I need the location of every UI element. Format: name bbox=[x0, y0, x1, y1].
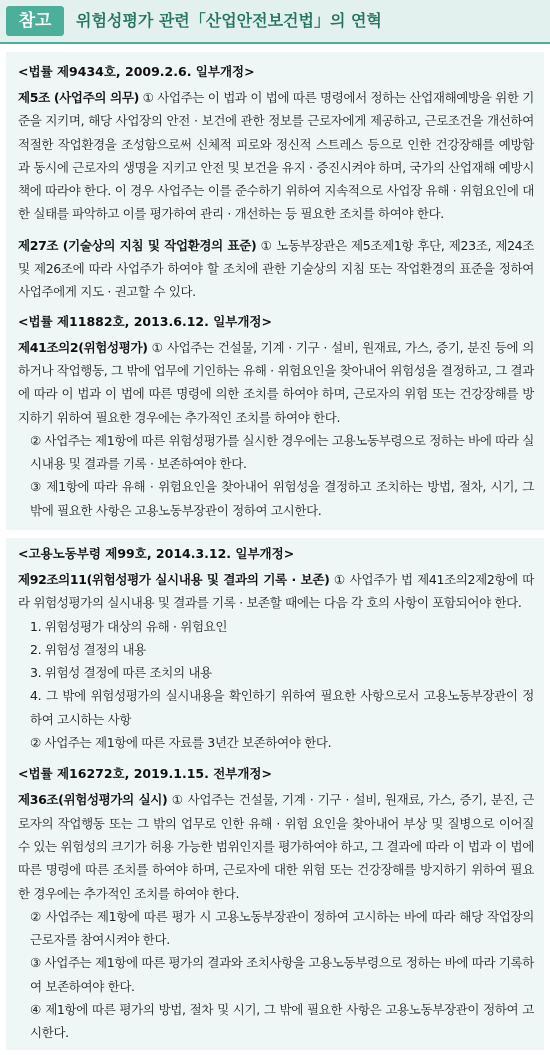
list-item: ④ 제1항에 따른 평가의 방법, 절차 및 시기, 그 밖에 필요한 사항은 고용노동부장관이 정하여 고시한다. bbox=[30, 1002, 534, 1041]
article-items bbox=[18, 429, 534, 522]
law-heading: <고용노동부령 제99호, 2014.3.12. 일부개정> bbox=[18, 546, 295, 561]
article-36 bbox=[18, 788, 534, 904]
article-body: ① 사업주가 법 제41조의2제2항에 따라 위험성평가의 실시내용 및 결과를 기록 · 보존할 때에는 다음 각 호의 사항이 포함되어야 한다. bbox=[18, 572, 534, 611]
article-body: ① 사업주는 이 법과 이 법에 따른 명령에서 정하는 산업재해예방을 위한 기준을 지키며, 해당 사업장의 안전 · 보건에 관한 정보를 근로자에게 제공하고, 근로조건을 개선하여 적절한 작업환경을 조성함으로써 신체적 피로와 정신적 스트레스 등으로 인한 건강장해를 예방함과 동시에 근로자의 생명을 지키고 안전 및 보건을 유지 · 증진시켜야 하며, 국가의 산업재해 예방시책에 따라야 한다. 이 경우 사업주는 이를 준수하기 위하여 지속적으로 사업장 유해 · 위험요인에 대한 실태를 파악하고 이를 평가하여 관리 · 개선하는 등 필요한 조치를 하여야 한다. bbox=[18, 90, 534, 222]
article-body: ① 노동부장관은 제5조제1항 후단, 제23조, 제24조 및 제26조에 따라 사업주가 하여야 할 조치에 관한 기술상의 지침 또는 작업환경의 표준을 정하여 사업주에게 지도 · 권고할 수 있다. bbox=[18, 237, 535, 300]
article-items bbox=[18, 615, 534, 755]
list-item: 3. 위험성 결정에 따른 조치의 내용 bbox=[30, 665, 212, 681]
law-heading: <법률 제11882호, 2013.6.12. 일부개정> bbox=[18, 313, 272, 329]
article-items bbox=[18, 905, 534, 1045]
reference-tag: 참고 bbox=[6, 6, 64, 36]
article-title: 제5조 (사업주의 의무) bbox=[18, 90, 139, 105]
article-41-2 bbox=[18, 336, 534, 429]
list-item: ③ 사업주는 제1항에 따른 평가의 결과와 조치사항을 고용노동부령으로 정하는 바에 따라 기록하여 보존하여야 한다. bbox=[30, 955, 534, 994]
article-5 bbox=[18, 86, 534, 226]
law-heading: <법률 제16272호, 2019.1.15. 전부개정> bbox=[18, 766, 272, 782]
article-body: ① 사업주는 건설물, 기계 · 기구 · 설비, 원재료, 가스, 증기, 분진 등에 의하거나 작업행동, 그 밖에 업무에 기인하는 유해 · 위험요인을 찾아내어 위험성을 결정하고, 그 결과에 따라 이 법과 이 법에 따른 명령에 의한 조치를 하여야 하며, 근로자의 위험 또는 건강장해를 방지하기 위하여 필요한 경우에는 추가적인 조치를 하여야 한다. bbox=[18, 339, 534, 425]
article-27 bbox=[18, 234, 534, 304]
history-box-1 bbox=[6, 52, 544, 530]
list-item: ② 사업주는 제1항에 따른 자료를 3년간 보존하여야 한다. bbox=[30, 735, 332, 751]
page-title: 위험성평가 관련「산업안전보건법」의 연혁 bbox=[76, 11, 382, 30]
article-title: 제92조의11(위험성평가 실시내용 및 결과의 기록 · 보존) bbox=[18, 572, 330, 587]
list-item: ③ 제1항에 따라 유해 · 위험요인을 찾아내어 위험성을 결정하고 조치하는 방법, 절차, 시기, 그 밖에 필요한 사항은 고용노동부장관이 정하여 고시한다. bbox=[30, 479, 534, 518]
article-body: ① 사업주는 건설물, 기계 · 기구 · 설비, 원재료, 가스, 증기, 분진, 근로자의 작업행동 또는 그 밖의 업무로 인한 유해 · 위험 요인을 찾아내어 부상 및 질병으로 이어질 수 있는 위험성의 크기가 허용 가능한 범위인지를 평가하여야 하고, 그 결과에 따라 이 법과 이 법에 따른 명령에 따른 조치를 하여야 하며, 근로자에 대한 위험 또는 건강장해를 방지하기 위하여 필요한 경우에는 추가적인 조치를 하여야 한다. bbox=[18, 792, 534, 901]
law-heading: <법률 제9434호, 2009.2.6. 일부개정> bbox=[18, 64, 255, 79]
list-item: 2. 위험성 결정의 내용 bbox=[30, 641, 146, 657]
article-92-11 bbox=[18, 568, 534, 615]
article-title: 제36조(위험성평가의 실시) bbox=[18, 792, 168, 808]
page-header bbox=[0, 0, 550, 44]
list-item: 1. 위험성평가 대상의 유해 · 위험요인 bbox=[30, 618, 228, 634]
history-box-2 bbox=[6, 538, 544, 1050]
list-item: ② 사업주는 제1항에 따른 평가 시 고용노동부장관이 정하여 고시하는 바에 따라 해당 작업장의 근로자를 참여시켜야 한다. bbox=[30, 908, 534, 948]
article-title: 제41조의2(위험성평가) bbox=[18, 339, 148, 355]
list-item: ② 사업주는 제1항에 따른 위험성평가를 실시한 경우에는 고용노동부령으로 정하는 바에 따라 실시내용 및 결과를 기록 · 보존하여야 한다. bbox=[30, 432, 534, 472]
list-item: 4. 그 밖에 위험성평가의 실시내용을 확인하기 위하여 필요한 사항으로서 고용노동부장관이 정하여 고시하는 사항 bbox=[30, 688, 534, 727]
article-title: 제27조 (기술상의 지침 및 작업환경의 표준) bbox=[18, 237, 257, 253]
